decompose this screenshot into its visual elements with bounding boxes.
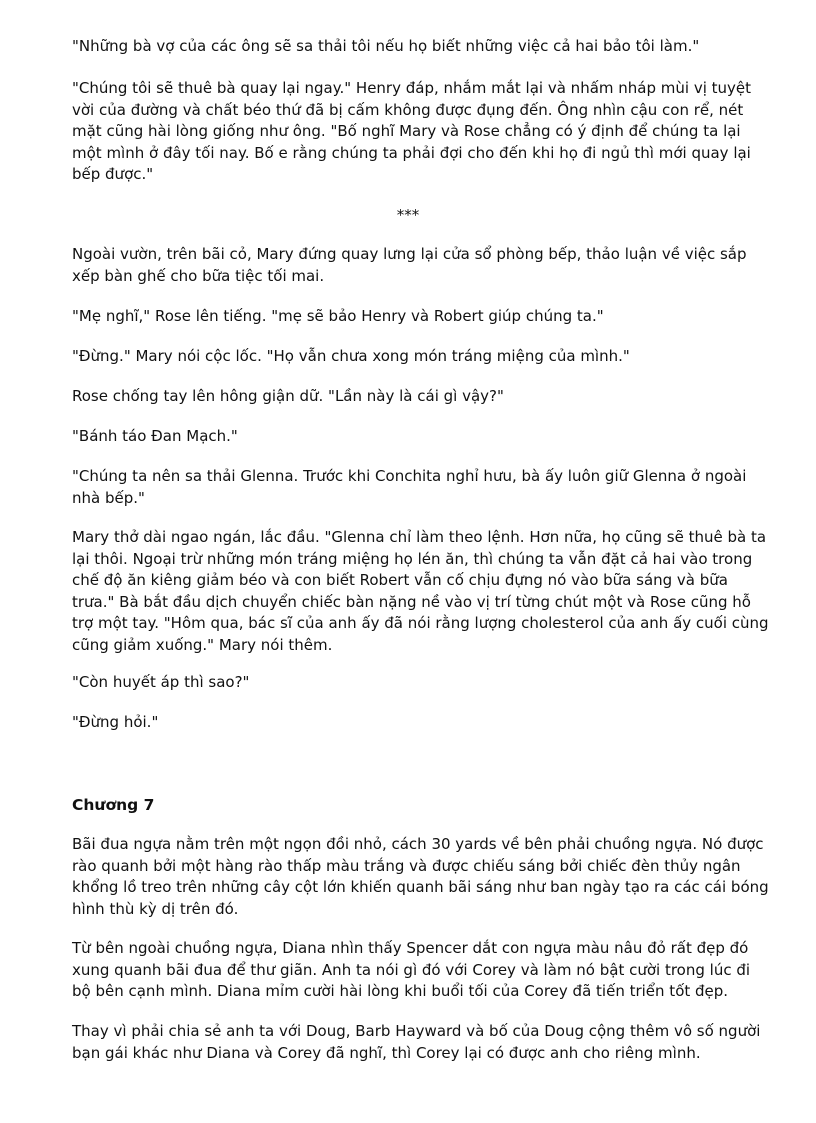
paragraph-12: Bãi đua ngựa nằm trên một ngọn đồi nhỏ, cách 30 yards về bên phải chuồng ngựa. Nó được rào quanh bởi một hàng rào thấp màu trắng và được chiếu sáng bởi chiếc đèn thủy ngân khổng lồ treo trên những cây cột lớn khiến quanh bãi sáng như ban ngày tạo ra các cái bóng hình thù kỳ dị trên đó. [72, 835, 769, 918]
paragraph-2: "Chúng tôi sẽ thuê bà quay lại ngay." Henry đáp, nhắm mắt lại và nhấm nháp mùi vị tuyệt vời của đường và chất béo thứ đã bị cấm không được đụng đến. Ông nhìn cậu con rể, nét mặt cũng hài lòng giống như ông. "Bố nghĩ Mary và Rose chẳng có ý định để chúng ta lại một mình ở đây tối nay. Bố e rằng chúng ta phải đợi cho đến khi họ đi ngủ thì mới quay lại bếp được." [72, 79, 752, 183]
paragraph-10: "Còn huyết áp thì sao?" [72, 673, 250, 691]
paragraph-8: "Chúng ta nên sa thải Glenna. Trước khi Conchita nghỉ hưu, bà ấy luôn giữ Glenna ở ngoài nhà bếp." [72, 467, 747, 507]
paragraph-13: Từ bên ngoài chuồng ngựa, Diana nhìn thấy Spencer dắt con ngựa màu nâu đỏ rất đẹp đó xung quanh bãi đua để thư giãn. Anh ta nói gì đó với Corey và làm nó bật cười trong lúc đi bộ bên cạnh mình. Diana mỉm cười hài lòng khi buổi tối của Corey đã tiến triển tốt đẹp. [72, 939, 751, 1000]
paragraph-14: Thay vì phải chia sẻ anh ta với Doug, Barb Hayward và bố của Doug cộng thêm vô số người bạn gái khác như Diana và Corey đã nghĩ, thì Corey lại có được anh cho riêng mình. [72, 1022, 761, 1062]
paragraph-3: Ngoài vườn, trên bãi cỏ, Mary đứng quay lưng lại cửa sổ phòng bếp, thảo luận về việc sắp xếp bàn ghế cho bữa tiệc tối mai. [72, 245, 747, 285]
paragraph-1: "Những bà vợ của các ông sẽ sa thải tôi nếu họ biết những việc cả hai bảo tôi làm." [72, 37, 700, 55]
chapter-heading: Chương 7 [72, 796, 155, 814]
scene-break: *** [396, 206, 420, 224]
paragraph-11: "Đừng hỏi." [72, 713, 159, 731]
paragraph-9: Mary thở dài ngao ngán, lắc đầu. "Glenna chỉ làm theo lệnh. Hơn nữa, họ cũng sẽ thuê bà ta lại thôi. Ngoại trừ những món tráng miệng họ lén ăn, thì chúng ta vẫn đặt cả hai vào trong chế độ ăn kiêng giảm béo và con biết Robert vẫn cố chịu đựng nó vào bữa sáng và bữa trưa." Bà bắt đầu dịch chuyển chiếc bàn nặng nề vào vị trí từng chút một và Rose cũng hỗ trợ một tay. "Hôm qua, bác sĩ của anh ấy đã nói rằng lượng cholesterol của anh ấy cuối cùng cũng giảm xuống." Mary nói thêm. [72, 528, 769, 654]
paragraph-6: Rose chống tay lên hông giận dữ. "Lần này là cái gì vậy?" [72, 387, 504, 405]
paragraph-5: "Đừng." Mary nói cộc lốc. "Họ vẫn chưa xong món tráng miệng của mình." [72, 347, 630, 365]
paragraph-7: "Bánh táo Đan Mạch." [72, 427, 238, 445]
paragraph-4: "Mẹ nghĩ," Rose lên tiếng. "mẹ sẽ bảo Henry và Robert giúp chúng ta." [72, 307, 604, 325]
